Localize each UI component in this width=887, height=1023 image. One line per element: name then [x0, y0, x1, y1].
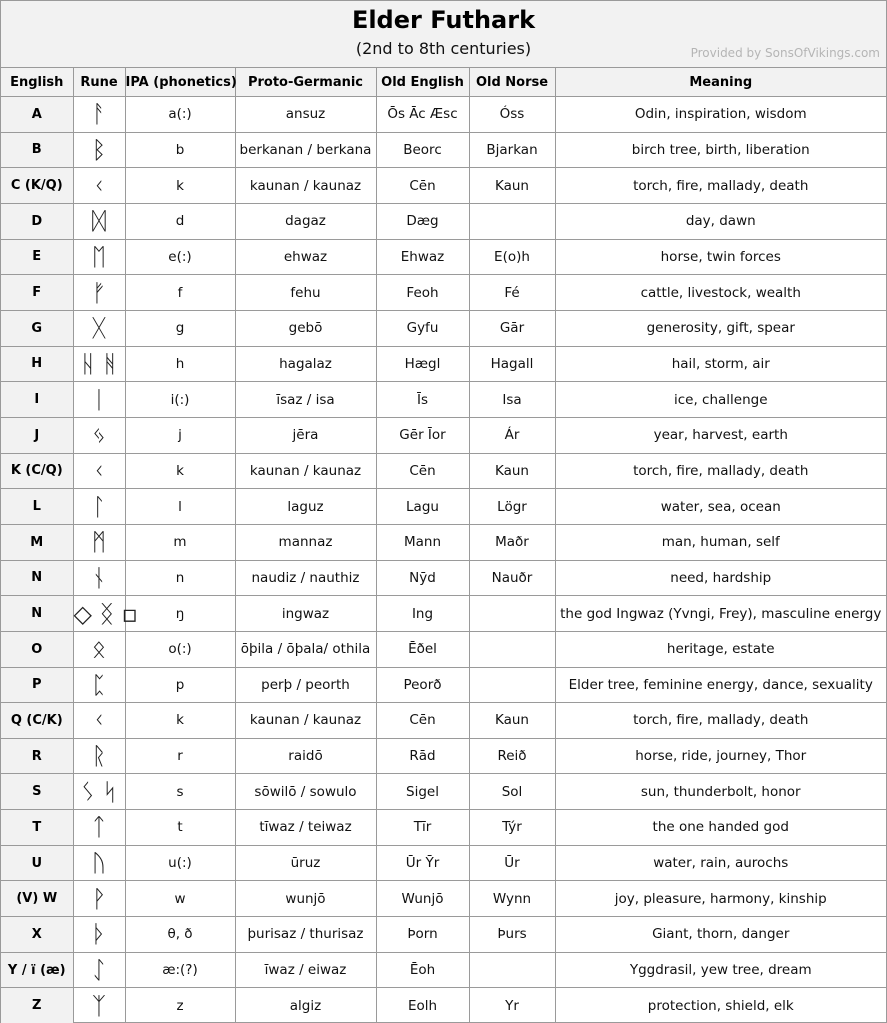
- table-row: [1, 239, 886, 275]
- rune-glyph-icon: ᚹ: [73, 881, 125, 917]
- cell-old-norse: Kaun: [469, 168, 555, 204]
- cell-old-english: Gyfu: [376, 310, 469, 346]
- cell-proto-germanic: īsaz / isa: [235, 382, 376, 418]
- cell-meaning: torch, fire, mallady, death: [555, 453, 886, 489]
- cell-proto-germanic: tīwaz / teiwaz: [235, 810, 376, 846]
- rune-glyph-icon: ᛇ: [73, 952, 125, 988]
- cell-english: R: [1, 738, 73, 774]
- table-row: [1, 346, 886, 382]
- table-row: [1, 560, 886, 596]
- cell-ipa: o(:): [125, 631, 235, 667]
- cell-old-norse: Kaun: [469, 703, 555, 739]
- cell-english: L: [1, 489, 73, 525]
- table-row: [1, 774, 886, 810]
- cell-old-norse: Nauðr: [469, 560, 555, 596]
- cell-proto-germanic: sōwilō / sowulo: [235, 774, 376, 810]
- rune-glyph-icon: ◇ ᛝ ▫: [73, 596, 125, 632]
- cell-meaning: the one handed god: [555, 810, 886, 846]
- cell-ipa: k: [125, 453, 235, 489]
- cell-meaning: cattle, livestock, wealth: [555, 275, 886, 311]
- cell-old-norse: Þurs: [469, 917, 555, 953]
- cell-english: (V) W: [1, 881, 73, 917]
- cell-english: N: [1, 560, 73, 596]
- rune-glyph-icon: ᚺ ᚻ: [73, 346, 125, 382]
- cell-english: N: [1, 596, 73, 632]
- cell-old-norse: Wynn: [469, 881, 555, 917]
- cell-meaning: need, hardship: [555, 560, 886, 596]
- rune-glyph-icon: ᛚ: [73, 489, 125, 525]
- cell-meaning: water, sea, ocean: [555, 489, 886, 525]
- column-header-old-english: Old English: [376, 68, 469, 97]
- cell-ipa: æ:(?): [125, 952, 235, 988]
- cell-english: A: [1, 97, 73, 133]
- cell-meaning: the god Ingwaz (Yvngi, Frey), masculine energy: [555, 596, 886, 632]
- credit-watermark: Provided by SonsOfVikings.com: [690, 46, 880, 60]
- cell-old-english: Lagu: [376, 489, 469, 525]
- cell-old-norse: [469, 596, 555, 632]
- cell-old-english: Dæg: [376, 203, 469, 239]
- cell-old-english: Īs: [376, 382, 469, 418]
- cell-proto-germanic: algiz: [235, 988, 376, 1023]
- cell-old-english: Mann: [376, 524, 469, 560]
- cell-old-norse: [469, 631, 555, 667]
- cell-proto-germanic: mannaz: [235, 524, 376, 560]
- cell-meaning: Giant, thorn, danger: [555, 917, 886, 953]
- rune-glyph-icon: ᚲ: [73, 453, 125, 489]
- cell-proto-germanic: ansuz: [235, 97, 376, 133]
- cell-ipa: ŋ: [125, 596, 235, 632]
- cell-old-norse: Ár: [469, 417, 555, 453]
- cell-old-english: Rād: [376, 738, 469, 774]
- page-subtitle: (2nd to 8th centuries): [355, 39, 532, 58]
- cell-meaning: torch, fire, mallady, death: [555, 703, 886, 739]
- cell-meaning: ice, challenge: [555, 382, 886, 418]
- chart-header: [1, 1, 886, 68]
- cell-old-english: Peorð: [376, 667, 469, 703]
- cell-english: E: [1, 239, 73, 275]
- cell-old-english: Ōs Āc Æsc: [376, 97, 469, 133]
- cell-old-english: Feoh: [376, 275, 469, 311]
- cell-meaning: birch tree, birth, liberation: [555, 132, 886, 168]
- cell-meaning: heritage, estate: [555, 631, 886, 667]
- cell-proto-germanic: īwaz / eiwaz: [235, 952, 376, 988]
- cell-ipa: k: [125, 703, 235, 739]
- cell-ipa: d: [125, 203, 235, 239]
- table-row: [1, 917, 886, 953]
- cell-old-norse: Lögr: [469, 489, 555, 525]
- cell-proto-germanic: gebō: [235, 310, 376, 346]
- rune-glyph-icon: ᛃ: [73, 417, 125, 453]
- cell-old-english: Þorn: [376, 917, 469, 953]
- table-row: [1, 382, 886, 418]
- cell-english: B: [1, 132, 73, 168]
- cell-english: Z: [1, 988, 73, 1023]
- cell-proto-germanic: ūruz: [235, 845, 376, 881]
- cell-old-english: Wunjō: [376, 881, 469, 917]
- cell-ipa: z: [125, 988, 235, 1023]
- cell-proto-germanic: ehwaz: [235, 239, 376, 275]
- table-row: [1, 275, 886, 311]
- column-header-english: English: [1, 68, 73, 97]
- cell-old-norse: Isa: [469, 382, 555, 418]
- column-header-rune: Rune: [73, 68, 125, 97]
- cell-meaning: Elder tree, feminine energy, dance, sexuality: [555, 667, 886, 703]
- cell-meaning: generosity, gift, spear: [555, 310, 886, 346]
- page-title: Elder Futhark: [351, 6, 536, 34]
- column-header-proto-germanic: Proto-Germanic: [235, 68, 376, 97]
- cell-english: U: [1, 845, 73, 881]
- cell-old-norse: [469, 952, 555, 988]
- cell-old-norse: [469, 667, 555, 703]
- cell-ipa: e(:): [125, 239, 235, 275]
- cell-ipa: g: [125, 310, 235, 346]
- cell-proto-germanic: kaunan / kaunaz: [235, 703, 376, 739]
- rune-glyph-icon: ᚢ: [73, 845, 125, 881]
- cell-english: X: [1, 917, 73, 953]
- cell-english: H: [1, 346, 73, 382]
- cell-ipa: m: [125, 524, 235, 560]
- cell-old-english: Tīr: [376, 810, 469, 846]
- cell-meaning: horse, twin forces: [555, 239, 886, 275]
- cell-english: K (C/Q): [1, 453, 73, 489]
- cell-meaning: protection, shield, elk: [555, 988, 886, 1023]
- cell-old-norse: Yr: [469, 988, 555, 1023]
- cell-meaning: torch, fire, mallady, death: [555, 168, 886, 204]
- cell-ipa: t: [125, 810, 235, 846]
- cell-old-norse: Týr: [469, 810, 555, 846]
- cell-proto-germanic: dagaz: [235, 203, 376, 239]
- rune-glyph-icon: ᛏ: [73, 810, 125, 846]
- table-row: [1, 810, 886, 846]
- cell-old-norse: Maðr: [469, 524, 555, 560]
- cell-meaning: Yggdrasil, yew tree, dream: [555, 952, 886, 988]
- cell-proto-germanic: kaunan / kaunaz: [235, 168, 376, 204]
- table-row: [1, 524, 886, 560]
- cell-old-english: Cēn: [376, 168, 469, 204]
- cell-old-norse: Sol: [469, 774, 555, 810]
- table-row: [1, 988, 886, 1023]
- cell-proto-germanic: laguz: [235, 489, 376, 525]
- rune-glyph-icon: ᛞ: [73, 203, 125, 239]
- cell-english: M: [1, 524, 73, 560]
- cell-proto-germanic: ōþila / ōþala/ othila: [235, 631, 376, 667]
- cell-proto-germanic: raidō: [235, 738, 376, 774]
- table-row: [1, 845, 886, 881]
- rune-glyph-icon: ᚦ: [73, 917, 125, 953]
- cell-proto-germanic: jēra: [235, 417, 376, 453]
- cell-english: O: [1, 631, 73, 667]
- table-row: [1, 881, 886, 917]
- cell-old-english: Gēr Īor: [376, 417, 469, 453]
- cell-meaning: horse, ride, journey, Thor: [555, 738, 886, 774]
- cell-old-norse: Bjarkan: [469, 132, 555, 168]
- cell-ipa: h: [125, 346, 235, 382]
- table-header-row: [1, 68, 886, 97]
- rune-glyph-icon: ᛈ: [73, 667, 125, 703]
- cell-old-norse: Fé: [469, 275, 555, 311]
- table-row: [1, 310, 886, 346]
- cell-meaning: joy, pleasure, harmony, kinship: [555, 881, 886, 917]
- cell-old-norse: [469, 203, 555, 239]
- rune-glyph-icon: ᛗ: [73, 524, 125, 560]
- rune-glyph-icon: ᛒ: [73, 132, 125, 168]
- cell-ipa: a(:): [125, 97, 235, 133]
- cell-proto-germanic: fehu: [235, 275, 376, 311]
- cell-old-english: Hægl: [376, 346, 469, 382]
- cell-proto-germanic: berkanan / berkana: [235, 132, 376, 168]
- cell-old-english: Ūr Ȳr: [376, 845, 469, 881]
- cell-old-norse: Hagall: [469, 346, 555, 382]
- cell-english: I: [1, 382, 73, 418]
- cell-ipa: r: [125, 738, 235, 774]
- cell-old-english: Cēn: [376, 703, 469, 739]
- cell-meaning: year, harvest, earth: [555, 417, 886, 453]
- cell-ipa: l: [125, 489, 235, 525]
- rune-glyph-icon: ᚨ: [73, 97, 125, 133]
- table-row: [1, 489, 886, 525]
- table-row: [1, 453, 886, 489]
- rune-glyph-icon: ᛖ: [73, 239, 125, 275]
- rune-glyph-icon: ᚠ: [73, 275, 125, 311]
- cell-old-english: Nȳd: [376, 560, 469, 596]
- cell-ipa: f: [125, 275, 235, 311]
- table-row: [1, 132, 886, 168]
- table-row: [1, 203, 886, 239]
- cell-proto-germanic: wunjō: [235, 881, 376, 917]
- cell-proto-germanic: naudiz / nauthiz: [235, 560, 376, 596]
- cell-ipa: p: [125, 667, 235, 703]
- table-row: [1, 738, 886, 774]
- cell-english: S: [1, 774, 73, 810]
- column-header-old-norse: Old Norse: [469, 68, 555, 97]
- cell-proto-germanic: kaunan / kaunaz: [235, 453, 376, 489]
- table-row: [1, 417, 886, 453]
- rune-glyph-icon: ᛟ: [73, 631, 125, 667]
- cell-ipa: k: [125, 168, 235, 204]
- cell-old-english: Sigel: [376, 774, 469, 810]
- cell-ipa: s: [125, 774, 235, 810]
- table-row: [1, 596, 886, 632]
- cell-old-english: Ēoh: [376, 952, 469, 988]
- cell-old-norse: Gār: [469, 310, 555, 346]
- rune-table: [1, 68, 886, 1023]
- cell-english: T: [1, 810, 73, 846]
- table-row: [1, 168, 886, 204]
- table-row: [1, 631, 886, 667]
- rune-glyph-icon: ᛁ: [73, 382, 125, 418]
- cell-proto-germanic: ingwaz: [235, 596, 376, 632]
- cell-meaning: sun, thunderbolt, honor: [555, 774, 886, 810]
- rune-glyph-icon: ᚷ: [73, 310, 125, 346]
- table-row: [1, 667, 886, 703]
- cell-old-norse: Óss: [469, 97, 555, 133]
- cell-english: J: [1, 417, 73, 453]
- cell-ipa: u(:): [125, 845, 235, 881]
- rune-glyph-icon: ᛉ: [73, 988, 125, 1023]
- cell-old-english: Beorc: [376, 132, 469, 168]
- cell-old-english: Ēðel: [376, 631, 469, 667]
- cell-meaning: man, human, self: [555, 524, 886, 560]
- cell-meaning: Odin, inspiration, wisdom: [555, 97, 886, 133]
- cell-ipa: w: [125, 881, 235, 917]
- cell-old-norse: Ūr: [469, 845, 555, 881]
- cell-proto-germanic: perþ / peorth: [235, 667, 376, 703]
- cell-ipa: b: [125, 132, 235, 168]
- rune-glyph-icon: ᚲ: [73, 703, 125, 739]
- cell-english: Y / ï (æ): [1, 952, 73, 988]
- column-header-ipa: IPA (phonetics): [125, 68, 235, 97]
- cell-old-english: Cēn: [376, 453, 469, 489]
- cell-english: P: [1, 667, 73, 703]
- cell-meaning: day, dawn: [555, 203, 886, 239]
- cell-proto-germanic: þurisaz / thurisaz: [235, 917, 376, 953]
- cell-english: C (K/Q): [1, 168, 73, 204]
- rune-glyph-icon: ᚾ: [73, 560, 125, 596]
- rune-glyph-icon: ᛊ ᛋ: [73, 774, 125, 810]
- cell-english: G: [1, 310, 73, 346]
- cell-meaning: water, rain, aurochs: [555, 845, 886, 881]
- cell-ipa: j: [125, 417, 235, 453]
- cell-old-norse: Reið: [469, 738, 555, 774]
- cell-proto-germanic: hagalaz: [235, 346, 376, 382]
- rune-glyph-icon: ᚲ: [73, 168, 125, 204]
- table-row: [1, 703, 886, 739]
- cell-meaning: hail, storm, air: [555, 346, 886, 382]
- cell-old-norse: Kaun: [469, 453, 555, 489]
- cell-english: D: [1, 203, 73, 239]
- rune-glyph-icon: ᚱ: [73, 738, 125, 774]
- cell-old-english: Ing: [376, 596, 469, 632]
- cell-ipa: i(:): [125, 382, 235, 418]
- column-header-meaning: Meaning: [555, 68, 886, 97]
- table-row: [1, 97, 886, 133]
- cell-old-english: Ehwaz: [376, 239, 469, 275]
- cell-ipa: θ, ð: [125, 917, 235, 953]
- cell-old-norse: E(o)h: [469, 239, 555, 275]
- cell-english: F: [1, 275, 73, 311]
- cell-ipa: n: [125, 560, 235, 596]
- table-row: [1, 952, 886, 988]
- cell-old-english: Eolh: [376, 988, 469, 1023]
- cell-english: Q (C/K): [1, 703, 73, 739]
